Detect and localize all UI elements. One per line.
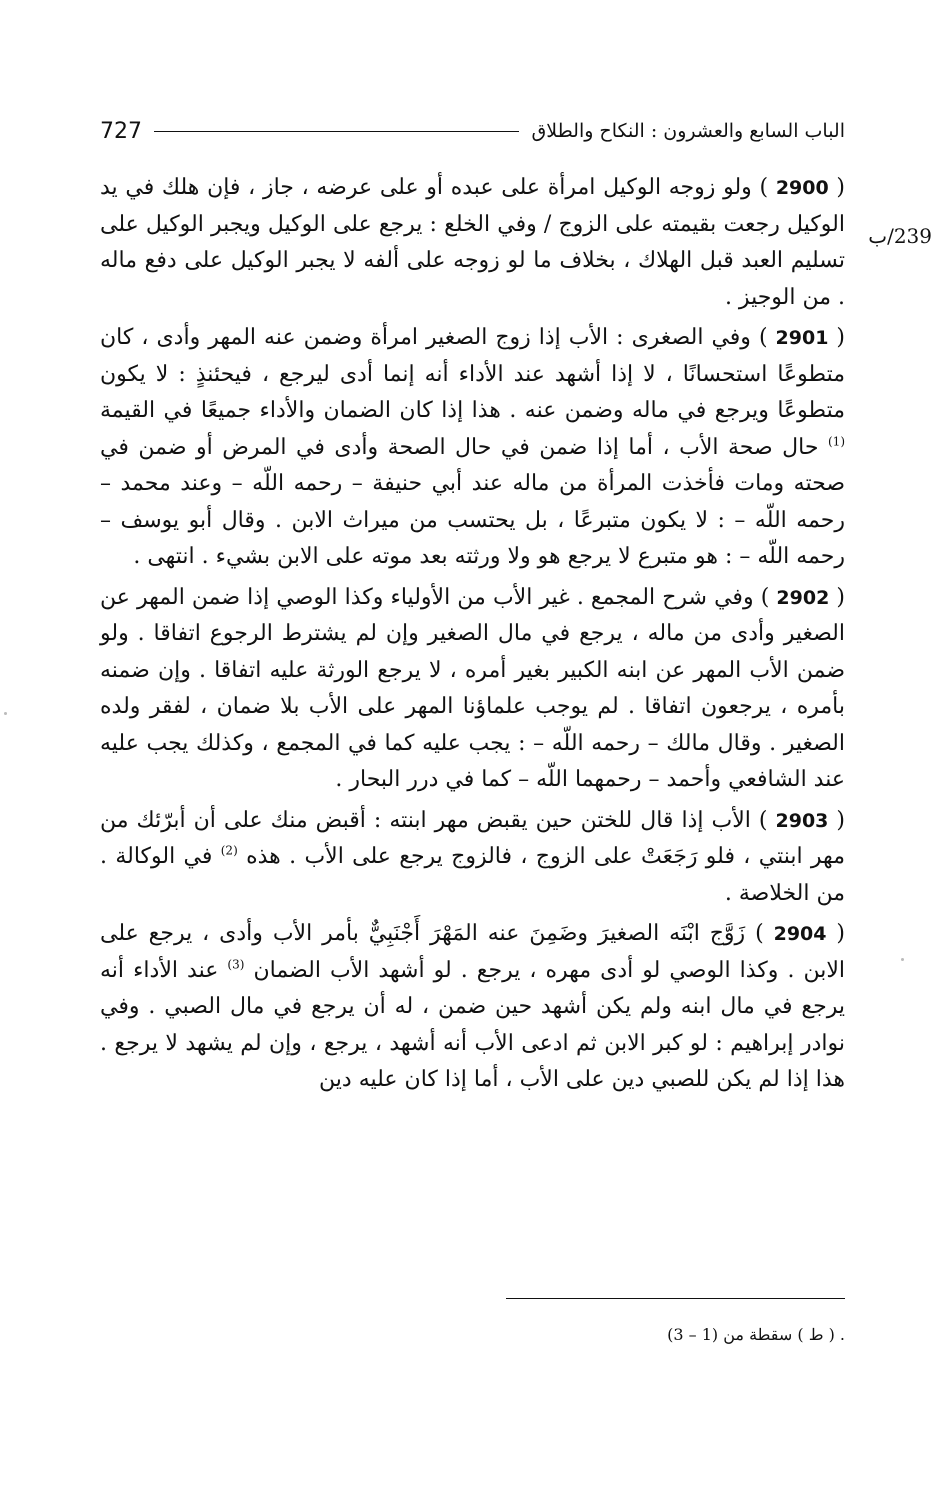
paragraph-text: وفي الصغرى : الأب إذا زوج الصغير امرأة وضمن عنه المهر وأدى ، كان متطوعًا استحسانًا ، لا إذا أشهد عند الأداء أنه إنما أدى ليرجع ، فيحئنذٍ : لا يكون متطوعًا ويرجع في ماله وضمن عنه . هذا إذا كان الضمان والأداء جميعًا في القيمة [100,325,845,423]
header-title: الباب السابع والعشرون : النكاح والطلاق [531,120,845,142]
paragraph-text: عند الأداء أنه يرجع في مال ابنه ولم يكن أشهد حين ضمن ، له أن يرجع في مال الصبي . وفي نوادر إبراهيم : لو كبر الابن ثم ادعى الأب أنه أشهد ، يرجع ، وإن لم يشهد لا يرجع . هذا إذا لم يكن للصبي دين على الأب ، أما إذا كان عليه دين [100,957,845,1092]
paragraph-text: زَوَّج ابْنَه الصغيرَ وضَمِنَ عنه المَهْرَ أَجْنَبِيٌّ بأمر الأب وأدى ، يرجع على الابن . وكذا الوصي لو أدى مهره ، يرجع . لو أشهد الأب الضمان [100,921,846,983]
scan-speck [901,958,904,961]
page-number: 727 [100,118,142,144]
paragraph-2900: ( 2900 ) ولو زوجه الوكيل امرأة على عبده أو على عرضه ، جاز ، فإن هلك في يد الوكيل رجعت بقيمته على الزوج / وفي الخلع : يرجع على الوكيل ويجبر الوكيل على تسليم العبد قبل الهلاك ، بخلاف ما لو زوجه على ألفه لا يجبر الوكيل على دفع ماله . من الوجيز . [100,175,845,310]
footnote-text: . ( ط ) سقطة من (1 – 3) [667,1325,845,1344]
scan-speck [4,712,7,715]
header-rule [154,131,519,132]
paragraph-text: وفي شرح المجمع . غير الأب من الأولياء وكذا الوصي إذا ضمن المهر عن الصغير وأدى من ماله ، يرجع في مال الصغير وإن لم يشترط الرجوع اتفاقا . ولو ضمن الأب المهر عن ابنه الكبير بغير أمره ، لا يرجع الورثة عليه اتفاقا . وإن ضمنه بأمره ، يرجعون اتفاقا . لم يوجب علماؤنا المهر على الأب بلا ضمان ، لفقر ولده الصغير . وقال مالك – رحمه اللّه – : يجب عليه كما في المجمع ، وكذلك يجب عليه عند الشافعي وأحمد – رحمهما اللّه – كما في درر البحار . [100,584,845,792]
footnote-marker: (3) [227,957,245,972]
main-text [100,170,845,1103]
paragraph-2902: ( 2902 ) وفي شرح المجمع . غير الأب من الأولياء وكذا الوصي إذا ضمن المهر عن الصغير وأدى من ماله ، يرجع في مال الصغير وإن لم يشترط الرجوع اتفاقا . ولو ضمن الأب المهر عن ابنه الكبير بغير أمره ، لا يرجع الورثة عليه اتفاقا . وإن ضمنه بأمره ، يرجعون اتفاقا . لم يوجب علماؤنا المهر على الأب بلا ضمان ، لفقر ولده الصغير . وقال مالك – رحمه اللّه – : يجب عليه كما في المجمع ، وكذلك يجب عليه عند الشافعي وأحمد – رحمهما اللّه – كما في درر البحار . [100,584,845,792]
footnote-marker: (2) [220,843,238,858]
margin-folio-note: 239/ب [868,224,932,248]
paragraph-2901: ( 2901 ) وفي الصغرى : الأب إذا زوج الصغير امرأة وضمن عنه المهر وأدى ، كان متطوعًا استحسانًا ، لا إذا أشهد عند الأداء أنه إنما أدى ليرجع ، فيحئنذٍ : لا يكون متطوعًا ويرجع في ماله وضمن عنه . هذا إذا كان الضمان والأداء جميعًا في القيمة $^{(1)}$ حال صحة الأب ، أما إذا ضمن في حال الصحة وأدى في المرض أو ضمن في صحته ومات فأخذت المرأة من ماله عند أبي حنيفة – رحمه اللّه – وعند محمد – رحمه اللّه – : لا يكون متبرعًا ، بل يحتسب من ميراث الابن . وقال أبو يوسف – رحمه اللّه – : هو متبرع لا يرجع هو ولا ورثته بعد موته على الابن بشيء . انتهى . [100,325,846,569]
paragraph-number: 2902 [776,586,830,609]
paragraph-number: 2904 [773,923,827,945]
footnote-marker: (1) [827,434,845,449]
footnote-separator [506,1298,845,1299]
paragraph-text: حال صحة الأب ، أما إذا ضمن في حال الصحة وأدى في المرض أو ضمن في صحته ومات فأخذت المرأة من ماله عند أبي حنيفة – رحمه اللّه – وعند محمد – رحمه اللّه – : لا يكون متبرعًا ، بل يحتسب من ميراث الابن . وقال أبو يوسف – رحمه اللّه – : هو متبرع لا يرجع هو ولا ورثته بعد موته على الابن بشيء . انتهى . [100,434,845,569]
paragraph-2904: ( 2904 ) زَوَّج ابْنَه الصغيرَ وضَمِنَ عنه المَهْرَ أَجْنَبِيٌّ بأمر الأب وأدى ، يرجع على الابن . وكذا الوصي لو أدى مهره ، يرجع . لو أشهد الأب الضمان $^{(3)}$ عند الأداء أنه يرجع في مال ابنه ولم يكن أشهد حين ضمن ، له أن يرجع في مال الصبي . وفي نوادر إبراهيم : لو كبر الابن ثم ادعى الأب أنه أشهد ، يرجع ، وإن لم يشهد لا يرجع . هذا إذا لم يكن للصبي دين على الأب ، أما إذا كان عليه دين [100,921,846,1092]
paragraph-2903: ( 2903 ) الأب إذا قال للختن حين يقبض مهر ابنته : أقبض منك على أن أبرّئك من مهر ابنتي ، فلو رَجَعَتْ على الزوج ، فالزوج يرجع على الأب . هذه $^{(2)}$ في الوكالة . من الخلاصة . [100,807,846,906]
paragraph-text: ولو زوجه الوكيل امرأة على عبده أو على عرضه ، جاز ، فإن هلك في يد الوكيل رجعت بقيمته على الزوج / وفي الخلع : يرجع على الوكيل ويجبر الوكيل على تسليم العبد قبل الهلاك ، بخلاف ما لو زوجه على ألفه لا يجبر الوكيل على دفع ماله . من الوجيز . [100,175,845,310]
paragraph-number: 2903 [775,809,829,832]
paragraph-number: 2900 [775,177,829,199]
paragraph-text: الأب إذا قال للختن حين يقبض مهر ابنته : أقبض منك على أن أبرّئك من مهر ابنتي ، فلو رَجَعَتْ على الزوج ، فالزوج يرجع على الأب . هذه [100,807,845,869]
paragraph-number: 2901 [775,327,829,349]
paragraph-text: في الوكالة . من الخلاصة . [100,844,845,906]
running-header [100,114,845,148]
